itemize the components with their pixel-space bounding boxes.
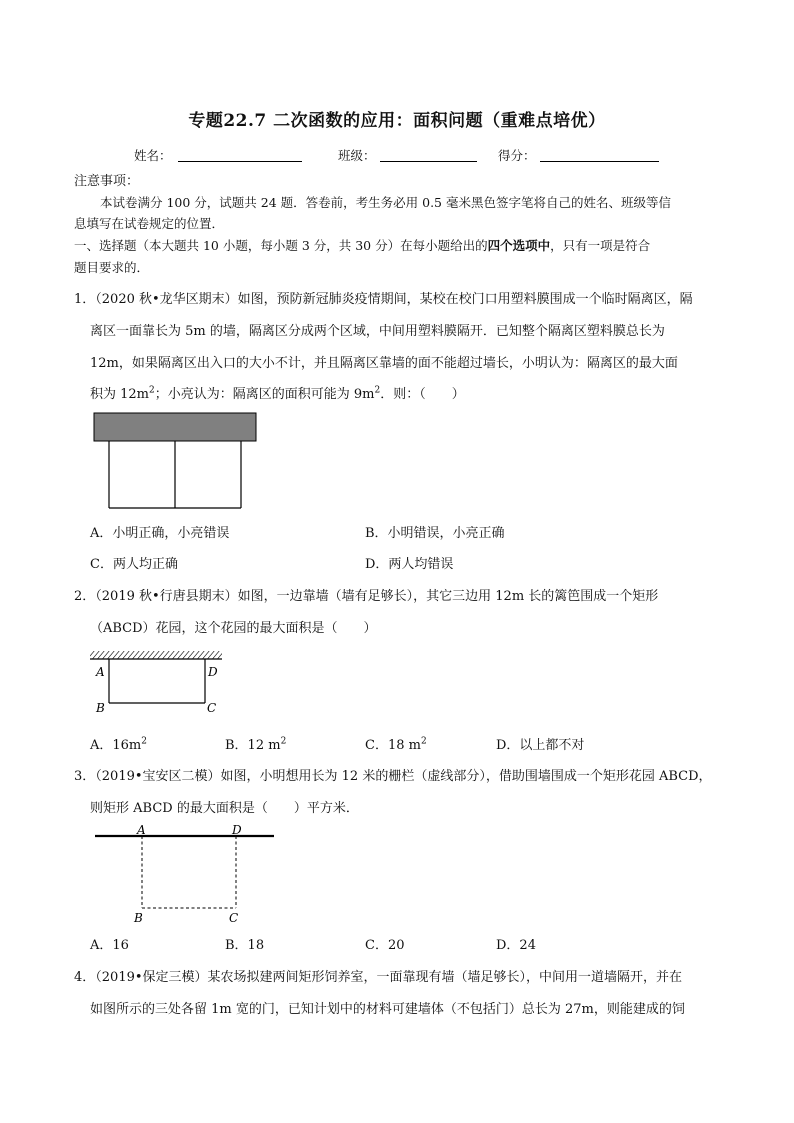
q1-line-4-c: ．则：（ ）: [380, 387, 465, 402]
q2-option-c-text: C．18 m: [365, 738, 421, 753]
page-title: 专题22.7 二次函数的应用：面积问题（重难点培优）: [188, 111, 606, 131]
q1-option-a[interactable]: A．小明正确，小亮错误: [90, 526, 230, 541]
q2-label-a: A: [96, 665, 105, 679]
name-label: 姓名：: [134, 148, 172, 163]
q2-option-d[interactable]: D．以上都不对: [496, 738, 585, 753]
q1-sup-2: 2: [374, 385, 381, 396]
q3-option-a[interactable]: A．16: [90, 938, 129, 953]
q2-label-c: C: [207, 701, 217, 715]
q1-line-1: 1．（2020 秋•龙华区期末）如图，预防新冠肺炎疫情期间，某校在校门口用塑料膜围成一个临时隔离区，隔: [74, 292, 693, 307]
section-1-emphasis: 四个选项中: [487, 238, 551, 253]
q2-label-d: D: [208, 665, 218, 679]
section-1-text-c: ，只有一项是符合: [550, 238, 651, 253]
notice-line-1: 本试卷满分 100 分，试题共 24 题．答卷前，考生务必用 0.5 毫米黑色签字笔将自己的姓名、班级等信: [100, 195, 671, 210]
q3-option-d[interactable]: D．24: [496, 938, 536, 953]
q3-line-1: 3．（2019•宝安区二模）如图，小明想用长为 12 米的栅栏（虚线部分），借助围墙围成一个矩形花园 ABCD，: [74, 769, 712, 784]
q1-line-2: 离区一面靠长为 5m 的墙，隔离区分成两个区域，中间用塑料膜隔开．已知整个隔离区塑料膜总长为: [90, 324, 665, 339]
section-1-line-2: 题目要求的．: [74, 260, 150, 275]
q3-line-2: 则矩形 ABCD 的最大面积是（ ）平方米．: [90, 801, 359, 816]
q2-option-b-text: B．12 m: [225, 738, 281, 753]
q4-line-1: 4．（2019•保定三模）某农场拟建两间矩形饲养室，一面靠现有墙（墙足够长），中间用一道墙隔开，并在: [74, 970, 683, 985]
q2-label-b: B: [96, 701, 105, 715]
class-label: 班级：: [338, 148, 376, 163]
q2-option-c-sup: 2: [420, 736, 427, 747]
q3-option-b[interactable]: B．18: [225, 938, 265, 953]
q4-line-2: 如图所示的三处各留 1m 宽的门，已知计划中的材料可建墙体（不包括门）总长为 27m，则能建成的饲: [90, 1002, 685, 1017]
q3-label-a: A: [137, 823, 146, 837]
q2-option-a-sup: 2: [141, 736, 147, 747]
q2-option-a-text: A．16m: [90, 738, 142, 753]
q3-label-b: B: [134, 911, 143, 925]
q1-line-4-a: 积为 12m: [90, 387, 150, 402]
notice-line-2: 息填写在试卷规定的位置．: [74, 216, 225, 231]
q3-label-d: D: [232, 823, 242, 837]
q1-line-4-b: ；小亮认为：隔离区的面积可能为 9m: [154, 387, 375, 402]
score-label: 得分：: [498, 148, 536, 163]
notice-heading: 注意事项：: [74, 174, 140, 189]
q3-option-c[interactable]: C．20: [365, 938, 405, 953]
q2-line-2: （ABCD）花园，这个花园的最大面积是（ ）: [90, 621, 377, 636]
q1-line-3: 12m，如果隔离区出入口的大小不计，并且隔离区靠墙的面不能超过墙长，小明认为：隔离区的最大面: [90, 356, 678, 371]
q3-label-c: C: [229, 911, 239, 925]
q2-line-1: 2．（2019 秋•行唐县期末）如图，一边靠墙（墙有足够长），其它三边用 12m 长的篱笆围成一个矩形: [74, 589, 659, 604]
q1-option-b[interactable]: B．小明错误，小亮正确: [365, 526, 505, 541]
q2-option-b-sup: 2: [280, 736, 287, 747]
q1-sup-1: 2: [149, 385, 155, 396]
section-1-text-a: 一、选择题（本大题共 10 小题，每小题 3 分，共 30 分）在每小题给出的: [74, 238, 488, 253]
q1-option-d[interactable]: D．两人均错误: [365, 557, 454, 572]
q1-option-c[interactable]: C．两人均正确: [90, 557, 178, 572]
